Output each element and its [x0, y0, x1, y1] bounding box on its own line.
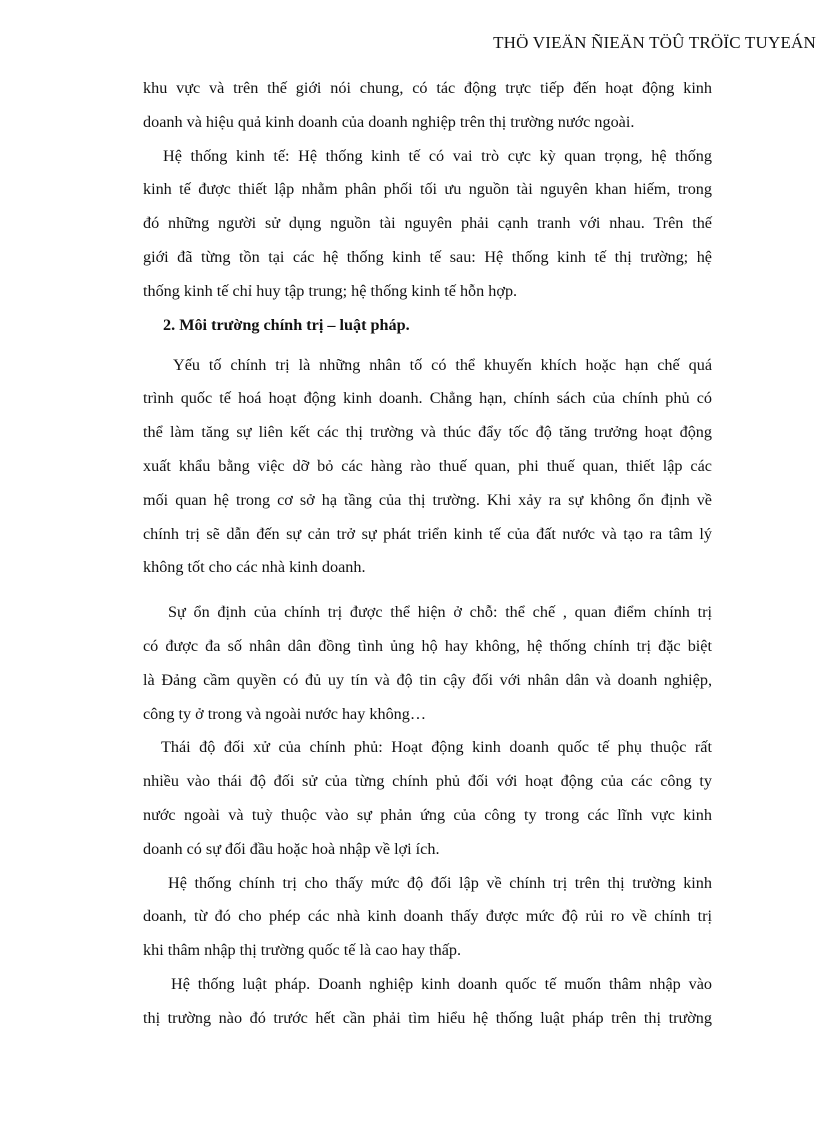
text-line: giới đã từng tồn tại các hệ thống kinh tế sau: Hệ thống kinh tế thị trường; hệ: [143, 247, 712, 266]
text-line: nước ngoài và tuỳ thuộc vào sự phản ứng của công ty trong các lĩnh vực kinh: [143, 805, 712, 824]
text-line: Yếu tố chính trị là những nhân tố có thể khuyến khích hoặc hạn chế quá: [173, 355, 712, 374]
text-line: Thái độ đối xử của chính phủ: Hoạt động kinh doanh quốc tế phụ thuộc rất: [161, 738, 712, 757]
text-line: có được đa số nhân dân đồng tình ủng hộ hay không, hệ thống chính trị đặc biệt: [143, 636, 712, 655]
text-line: xuất khẩu bằng việc dỡ bỏ các hàng rào thuế quan, phi thuế quan, thiết lập các: [143, 456, 712, 475]
text-line: Hệ thống luật pháp. Doanh nghiệp kinh doanh quốc tế muốn thâm nhập vào: [171, 974, 712, 993]
text-line: nhiều vào thái độ đối sử của từng chính phủ đối với hoạt động của các công ty: [143, 772, 712, 791]
text-line: thống kinh tế chỉ huy tập trung; hệ thống kinh tế hỗn hợp.: [143, 281, 518, 300]
text-line: là Đảng cầm quyền có đủ uy tín và độ tin cậy đối với nhân dân và doanh nghiệp,: [143, 670, 712, 689]
text-line: không tốt cho các nhà kinh doanh.: [143, 558, 366, 577]
text-line: thị trường nào đó trước hết cần phải tìm hiểu hệ thống luật pháp trên thị trường: [143, 1008, 712, 1027]
page-header-title: THÖ VIEÄN ÑIEÄN TÖÛ TRÖÏC TUYEÁN: [493, 33, 816, 52]
text-line: doanh có sự đối đầu hoặc hoà nhập về lợi ích.: [143, 839, 440, 858]
text-line: Sự ổn định của chính trị được thể hiện ở chỗ: thể chế , quan điểm chính trị: [168, 603, 712, 622]
text-line: Hệ thống chính trị cho thấy mức độ đối lập về chính trị trên thị trường kinh: [168, 873, 712, 892]
text-line: chính trị sẽ dẫn đến sự cản trở sự phát triển kinh tế của đất nước và tạo ra tâm lý: [143, 524, 712, 543]
text-line: thể làm tăng sự liên kết các thị trường và thúc đẩy tốc độ tăng trưởng hoạt động: [143, 423, 712, 442]
text-line: mối quan hệ trong cơ sở hạ tầng của thị trường. Khi xảy ra sự không ổn định về: [143, 490, 712, 509]
text-line: đó những người sử dụng nguồn tài nguyên phải cạnh tranh với nhau. Trên thế: [143, 214, 712, 233]
text-line: công ty ở trong và ngoài nước hay không…: [143, 704, 427, 723]
text-line: trình quốc tế hoá hoạt động kinh doanh. Chẳng hạn, chính sách của chính phủ có: [143, 389, 712, 408]
text-line: doanh và hiệu quả kinh doanh của doanh nghiệp trên thị trường nước ngoài.: [143, 112, 635, 131]
section-heading: 2. Môi trường chính trị – luật pháp.: [163, 315, 410, 334]
document-body: [143, 72, 712, 1036]
text-line: kinh tế được thiết lập nhằm phân phối tối ưu nguồn tài nguyên khan hiếm, trong: [143, 180, 712, 199]
text-line: khu vực và trên thế giới nói chung, có tác động trực tiếp đến hoạt động kinh: [143, 79, 712, 97]
text-line: Hệ thống kinh tế: Hệ thống kinh tế có vai trò cực kỳ quan trọng, hệ thống: [163, 146, 712, 165]
text-line: khi thâm nhập thị trường quốc tế là cao hay thấp.: [143, 941, 462, 960]
text-line: doanh, từ đó cho phép các nhà kinh doanh thấy được mức độ rủi ro về chính trị: [143, 907, 712, 926]
